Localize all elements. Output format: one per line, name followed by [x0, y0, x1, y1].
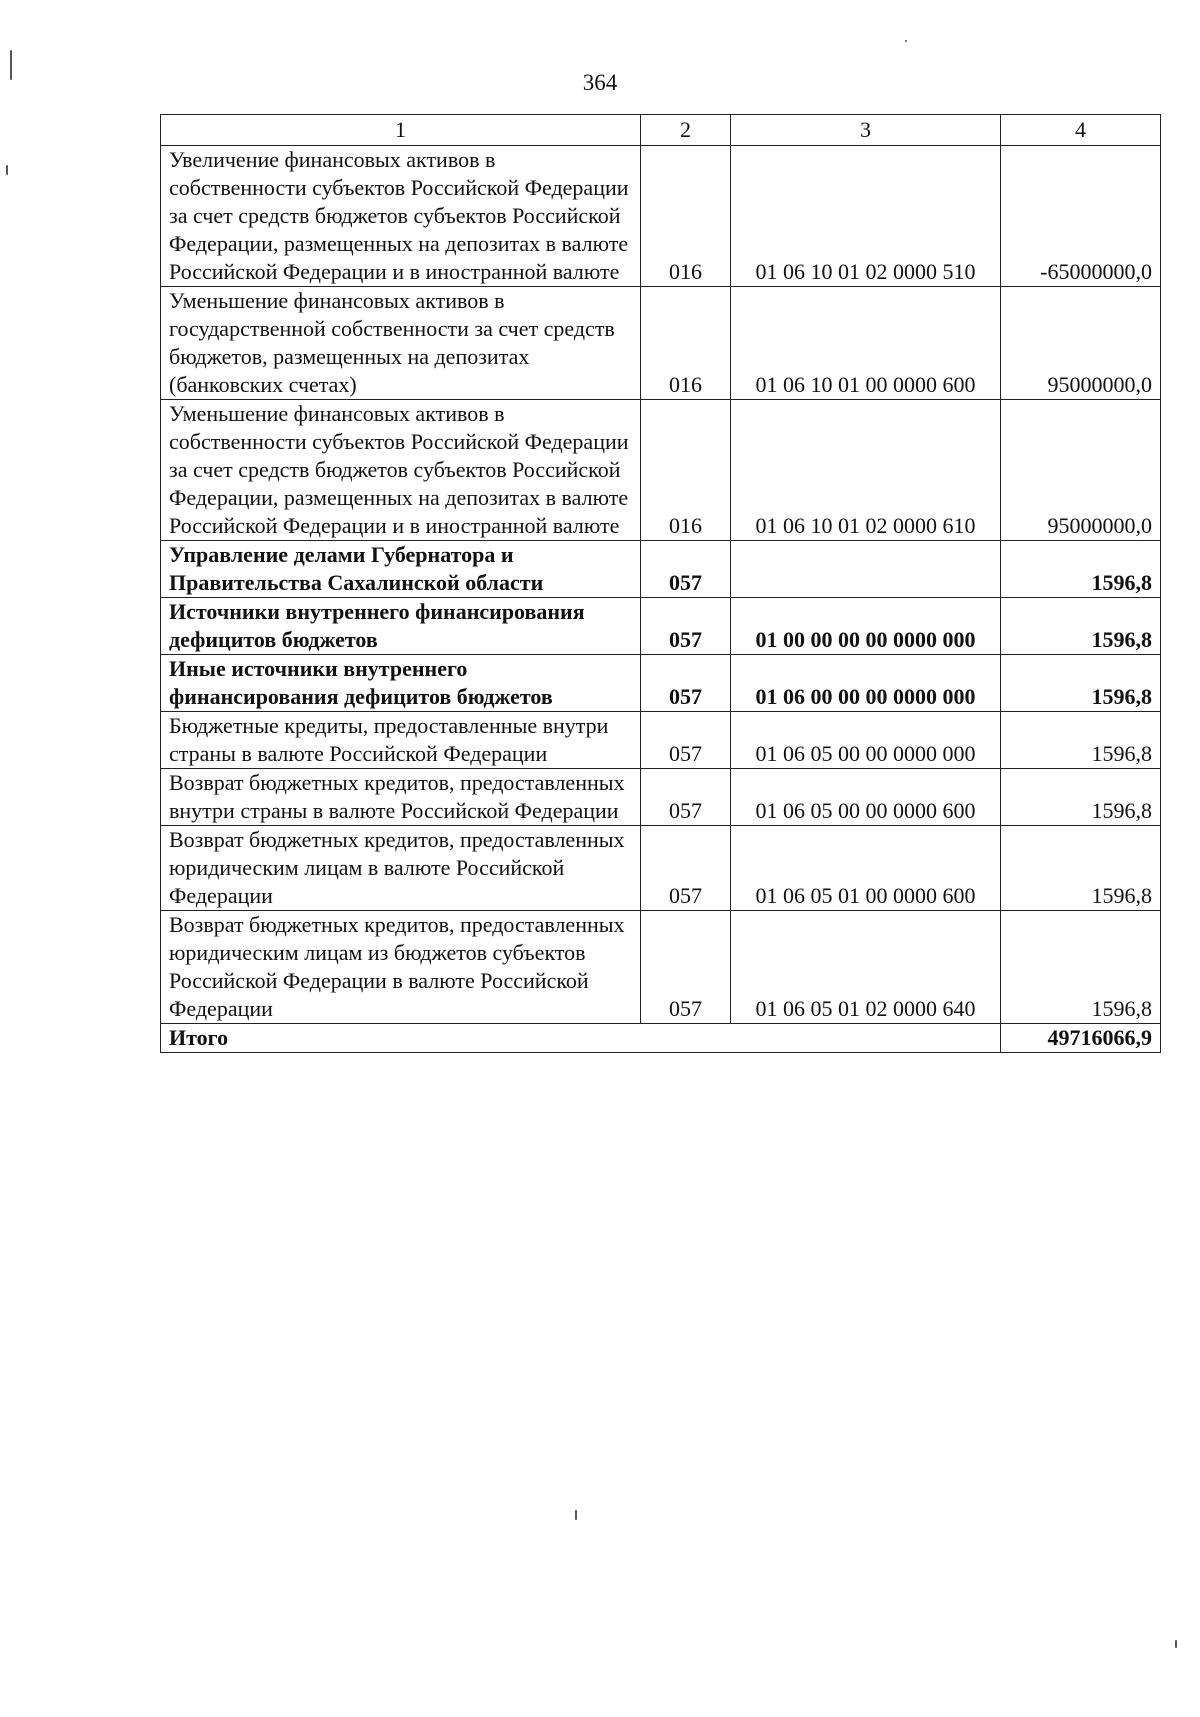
column-header-4: 4	[1001, 115, 1161, 146]
table-row	[161, 146, 1161, 287]
row-name-cell: Возврат бюджетных кредитов, предоставленных юридическим лицам из бюджетов субъектов Российской Федерации в валюте Российской Федерации	[161, 911, 641, 1024]
row-admin-code-cell: 057	[641, 826, 731, 911]
total-label: Итого	[161, 1024, 1001, 1053]
row-sum-cell: 1596,8	[1001, 712, 1161, 769]
row-classification-code-cell: 01 06 05 01 02 0000 640	[731, 911, 1001, 1024]
row-name-cell: Источники внутреннего финансирования дефицитов бюджетов	[161, 598, 641, 655]
row-sum-cell: 1596,8	[1001, 541, 1161, 598]
row-classification-code-cell	[731, 541, 1001, 598]
table-row	[161, 400, 1161, 541]
scan-speck	[1175, 1640, 1177, 1648]
table-row	[161, 655, 1161, 712]
row-name-cell: Иные источники внутреннего финансирования дефицитов бюджетов	[161, 655, 641, 712]
total-row	[161, 1024, 1161, 1053]
row-sum-cell: 95000000,0	[1001, 400, 1161, 541]
row-sum-cell: 1596,8	[1001, 826, 1161, 911]
table-row	[161, 769, 1161, 826]
scan-speck	[905, 40, 907, 42]
row-admin-code-cell: 057	[641, 911, 731, 1024]
row-classification-code-cell: 01 06 10 01 02 0000 610	[731, 400, 1001, 541]
column-header-1: 1	[161, 115, 641, 146]
budget-sources-table	[160, 114, 1161, 1053]
total-sum: 49716066,9	[1001, 1024, 1161, 1053]
scan-speck	[575, 1510, 577, 1520]
row-admin-code-cell: 016	[641, 146, 731, 287]
row-admin-code-cell: 057	[641, 541, 731, 598]
page-number: 364	[582, 70, 618, 95]
row-sum-cell: 1596,8	[1001, 655, 1161, 712]
row-admin-code-cell: 057	[641, 655, 731, 712]
row-name-cell: Бюджетные кредиты, предоставленные внутри страны в валюте Российской Федерации	[161, 712, 641, 769]
scan-speck	[10, 50, 12, 80]
row-admin-code-cell: 016	[641, 287, 731, 400]
row-classification-code-cell: 01 06 05 01 00 0000 600	[731, 826, 1001, 911]
table-row	[161, 826, 1161, 911]
column-number-header-row	[161, 115, 1161, 146]
row-classification-code-cell: 01 06 05 00 00 0000 000	[731, 712, 1001, 769]
row-admin-code-cell: 057	[641, 712, 731, 769]
table-row	[161, 541, 1161, 598]
row-sum-cell: 1596,8	[1001, 769, 1161, 826]
row-classification-code-cell: 01 06 00 00 00 0000 000	[731, 655, 1001, 712]
row-admin-code-cell: 057	[641, 598, 731, 655]
row-sum-cell: 95000000,0	[1001, 287, 1161, 400]
table-row	[161, 712, 1161, 769]
row-classification-code-cell: 01 06 10 01 02 0000 510	[731, 146, 1001, 287]
column-header-3: 3	[731, 115, 1001, 146]
row-classification-code-cell: 01 06 05 00 00 0000 600	[731, 769, 1001, 826]
row-name-cell: Возврат бюджетных кредитов, предоставленных внутри страны в валюте Российской Федерации	[161, 769, 641, 826]
row-sum-cell: 1596,8	[1001, 598, 1161, 655]
scan-speck	[6, 165, 8, 175]
row-sum-cell: 1596,8	[1001, 911, 1161, 1024]
table-row	[161, 287, 1161, 400]
row-name-cell: Управление делами Губернатора и Правительства Сахалинской области	[161, 541, 641, 598]
table-row	[161, 911, 1161, 1024]
row-name-cell: Возврат бюджетных кредитов, предоставленных юридическим лицам в валюте Российской Федерации	[161, 826, 641, 911]
column-header-2: 2	[641, 115, 731, 146]
row-sum-cell: -65000000,0	[1001, 146, 1161, 287]
row-name-cell: Уменьшение финансовых активов в собственности субъектов Российской Федерации за счет средств бюджетов субъектов Российской Федерации, размещенных на депозитах в валюте Российской Федерации и в иностранной валюте	[161, 400, 641, 541]
row-classification-code-cell: 01 06 10 01 00 0000 600	[731, 287, 1001, 400]
row-admin-code-cell: 057	[641, 769, 731, 826]
table-row	[161, 598, 1161, 655]
row-admin-code-cell: 016	[641, 400, 731, 541]
row-name-cell: Увеличение финансовых активов в собственности субъектов Российской Федерации за счет средств бюджетов субъектов Российской Федерации, размещенных на депозитах в валюте Российской Федерации и в иностранной валюте	[161, 146, 641, 287]
row-classification-code-cell: 01 00 00 00 00 0000 000	[731, 598, 1001, 655]
row-name-cell: Уменьшение финансовых активов в государственной собственности за счет средств бюджетов, размещенных на депозитах (банковских счетах)	[161, 287, 641, 400]
